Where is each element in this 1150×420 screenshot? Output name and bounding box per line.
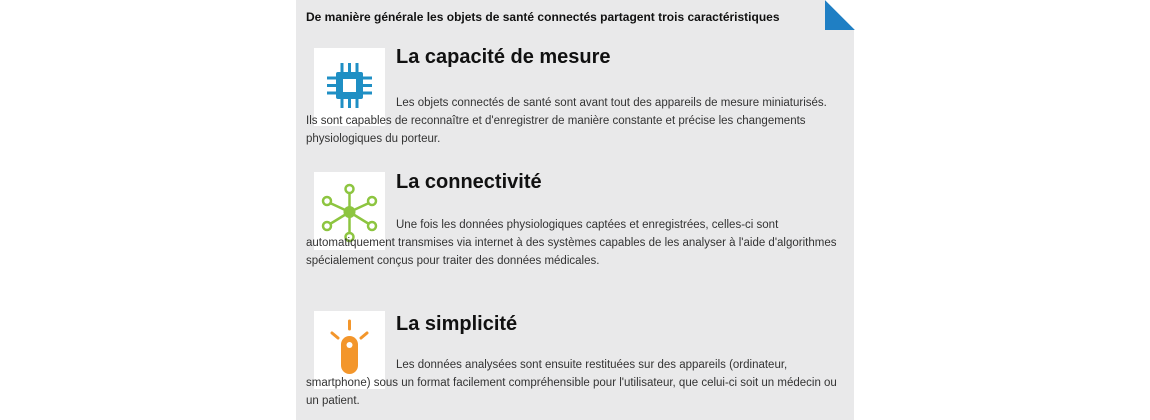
section-title-measure: La capacité de mesure xyxy=(396,46,611,68)
intro-text: De manière générale les objets de santé connectés partagent trois caractéristiques xyxy=(306,10,780,24)
section-text-connectivity: Une fois les données physiologiques captées et enregistrées, celles-ci sont automatiquement transmises via internet à des systèmes capables de les analyser à l'aide d'algorithmes spécialement conçus pour traiter des données médicales. xyxy=(306,219,837,267)
section-text-simplicity: Les données analysées sont ensuite restituées sur des appareils (ordinateur, smartphone) sous un format facilement compréhensible pour l'utilisateur, que celui-ci soit un médecin ou un patient. xyxy=(306,359,837,407)
section-title-simplicity: La simplicité xyxy=(396,313,518,335)
section-text-measure: Les objets connectés de santé sont avant tout des appareils de mesure miniaturisés. Ils sont capables de reconnaître et d'enregistrer de manière constante et précise les changements physiologiques du porteur. xyxy=(306,97,827,145)
section-title-connectivity: La connectivité xyxy=(396,171,542,193)
